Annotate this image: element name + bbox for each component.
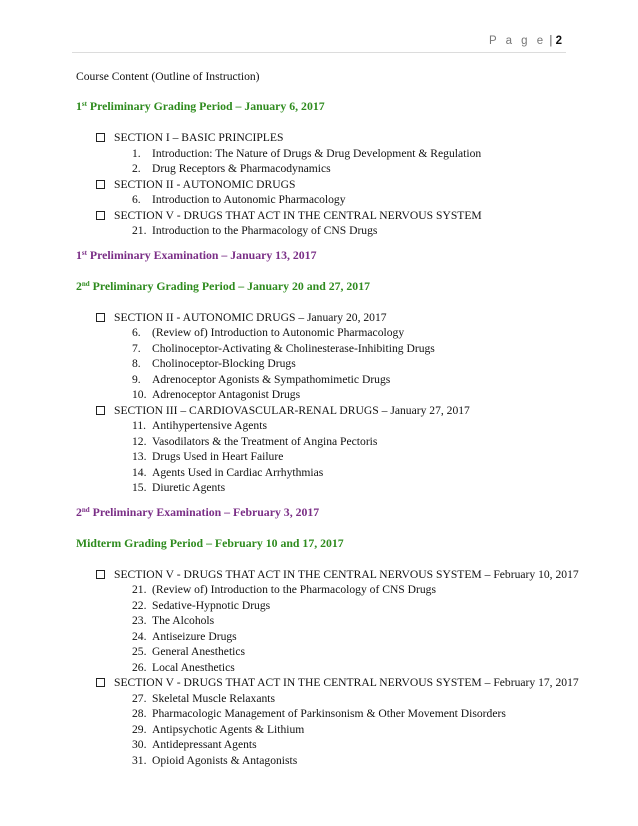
item-text: Opioid Agonists & Antagonists (152, 753, 298, 767)
section-label: SECTION II - AUTONOMIC DRUGS (114, 177, 296, 191)
item-text: Introduction: The Nature of Drugs & Drug Development & Regulation (152, 146, 482, 160)
item-text: Antiseizure Drugs (152, 629, 237, 643)
section-label: SECTION II - AUTONOMIC DRUGS – January 20, 2017 (114, 310, 387, 324)
outline-item (76, 449, 566, 465)
item-number: 23. (132, 614, 147, 627)
outline-item (76, 192, 566, 208)
item-text: Antipsychotic Agents & Lithium (152, 722, 305, 736)
item-text: Antidepressant Agents (152, 738, 257, 751)
exam-heading-1: 1st Preliminary Examination – January 13, 2017 (76, 247, 317, 262)
outline-item (76, 691, 566, 707)
page-header (489, 35, 562, 47)
item-number: 21. (132, 224, 147, 237)
item-number: 8. (132, 357, 141, 370)
outline-item (76, 387, 566, 403)
outline-item (76, 706, 566, 722)
item-number: 15. (132, 481, 147, 494)
checkbox-icon (96, 133, 105, 142)
item-number: 2. (132, 162, 141, 175)
outline-item (76, 660, 566, 676)
section-label: SECTION V - DRUGS THAT ACT IN THE CENTRAL NERVOUS SYSTEM – February 17, 2017 (114, 676, 579, 689)
item-number: 22. (132, 598, 147, 612)
section-line (76, 310, 566, 326)
item-text: (Review of) Introduction to Autonomic Pharmacology (152, 326, 405, 339)
item-number: 12. (132, 434, 147, 448)
checkbox-icon (96, 211, 105, 220)
section-line (76, 208, 566, 224)
section-label: SECTION V - DRUGS THAT ACT IN THE CENTRAL NERVOUS SYSTEM – February 10, 2017 (114, 567, 579, 581)
outline-item (76, 598, 566, 614)
item-number: 29. (132, 722, 147, 736)
outline-item (76, 465, 566, 481)
section-line (76, 675, 579, 691)
item-number: 24. (132, 629, 147, 643)
outline-item (76, 356, 566, 372)
outline-item (76, 325, 566, 341)
outline-item (76, 434, 566, 450)
item-number: 26. (132, 660, 147, 674)
item-text: Antihypertensive Agents (152, 419, 267, 432)
item-text: Cholinoceptor-Activating & Cholinesterase-Inhibiting Drugs (152, 341, 435, 355)
item-text: Vasodilators & the Treatment of Angina Pectoris (152, 434, 378, 448)
outline-item (76, 341, 566, 357)
item-text: Drug Receptors & Pharmacodynamics (152, 162, 331, 175)
checkbox-icon (96, 406, 105, 415)
midterm-heading: Midterm Grading Period – February 10 and 17, 2017 (76, 535, 344, 550)
item-number: 6. (132, 326, 141, 339)
item-text: Drugs Used in Heart Failure (152, 450, 284, 463)
item-text: General Anesthetics (152, 645, 246, 658)
section-line (76, 403, 566, 419)
item-number: 14. (132, 465, 147, 479)
outline-item (76, 613, 566, 629)
header-rule (72, 52, 566, 53)
item-number: 11. (132, 419, 147, 432)
section-line (76, 130, 566, 146)
item-text: The Alcohols (152, 614, 215, 627)
section-line (76, 567, 579, 583)
item-text: Local Anesthetics (152, 660, 235, 674)
outline-item (76, 223, 566, 239)
section-label: SECTION I – BASIC PRINCIPLES (114, 131, 284, 144)
item-number: 10. (132, 388, 147, 401)
period-heading-1: 1st Preliminary Grading Period – January 6, 2017 (76, 99, 325, 113)
checkbox-icon (96, 313, 105, 322)
page-separator: | (549, 35, 553, 47)
section-label: SECTION V - DRUGS THAT ACT IN THE CENTRAL NERVOUS SYSTEM (114, 208, 482, 222)
item-text: (Review of) Introduction to the Pharmacology of CNS Drugs (152, 583, 436, 596)
item-number: 27. (132, 691, 147, 705)
outline-item (76, 644, 566, 660)
checkbox-icon (96, 180, 105, 189)
item-number: 6. (132, 193, 141, 206)
outline-midterm (76, 567, 579, 769)
outline-item (76, 722, 566, 738)
item-number: 30. (132, 738, 147, 751)
outline-item (76, 753, 566, 769)
item-text: Skeletal Muscle Relaxants (152, 691, 275, 705)
item-text: Pharmacologic Management of Parkinsonism & Other Movement Disorders (152, 707, 506, 720)
document-body (76, 70, 579, 768)
item-number: 7. (132, 341, 141, 355)
item-text: Cholinoceptor-Blocking Drugs (152, 357, 296, 370)
section-label: SECTION III – CARDIOVASCULAR-RENAL DRUGS – January 27, 2017 (114, 403, 470, 417)
item-number: 21. (132, 583, 147, 596)
outline-item (76, 629, 566, 645)
outline-item (76, 372, 566, 388)
item-number: 1. (132, 146, 141, 160)
period-heading-2: 2nd Preliminary Grading Period – January 20 and 27, 2017 (76, 278, 370, 293)
item-number: 31. (132, 753, 147, 767)
item-text: Sedative-Hypnotic Drugs (152, 598, 271, 612)
item-text: Agents Used in Cardiac Arrhythmias (152, 465, 324, 479)
checkbox-icon (96, 570, 105, 579)
section-line (76, 177, 566, 193)
outline-period-2 (76, 310, 566, 496)
item-text: Diuretic Agents (152, 481, 226, 494)
item-text: Introduction to the Pharmacology of CNS Drugs (152, 224, 378, 237)
outline-item (76, 418, 566, 434)
item-number: 13. (132, 450, 147, 463)
page-word: P a g e (488, 35, 547, 47)
item-text: Introduction to Autonomic Pharmacology (152, 193, 346, 206)
outline-period-1 (76, 130, 566, 239)
outline-item (76, 582, 566, 598)
item-text: Adrenoceptor Antagonist Drugs (152, 388, 301, 401)
outline-item (76, 161, 566, 177)
item-number: 28. (132, 707, 147, 720)
exam-heading-2: 2nd Preliminary Examination – February 3, 2017 (76, 504, 320, 519)
outline-item (76, 480, 566, 496)
item-text: Adrenoceptor Agonists & Sympathomimetic Drugs (152, 372, 391, 386)
outline-item (76, 146, 566, 162)
checkbox-icon (96, 678, 105, 687)
course-content-title: Course Content (Outline of Instruction) (76, 70, 260, 83)
item-number: 9. (132, 372, 141, 386)
item-number: 25. (132, 645, 147, 658)
outline-item (76, 737, 566, 753)
page-number: 2 (555, 35, 562, 47)
